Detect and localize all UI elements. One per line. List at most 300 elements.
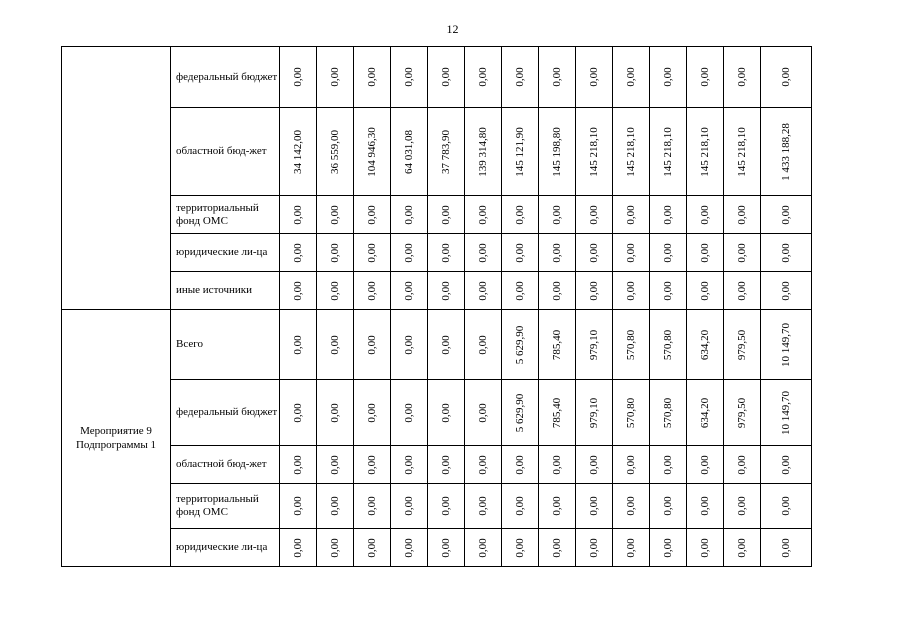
value-cell [317,234,354,272]
value-cell [539,108,576,196]
value-cell [391,529,428,567]
value-text: 0,00 [780,204,792,225]
value-cell [502,484,539,529]
value-cell [576,380,613,446]
value-text: 0,00 [514,496,526,516]
value-text: 0,00 [292,402,304,423]
value-cell [576,47,613,108]
value-cell [650,446,687,484]
value-text: 0,00 [780,280,792,301]
value-cell [391,272,428,310]
value-cell [761,234,812,272]
value-cell [724,484,761,529]
value-text: 0,00 [736,454,748,475]
value-text: 0,00 [403,204,415,225]
value-text: 0,00 [736,67,748,87]
value-cell [539,234,576,272]
table-row [62,484,812,529]
value-cell [613,484,650,529]
value-text: 0,00 [514,537,526,558]
value-text: 0,00 [662,280,674,301]
value-cell [650,234,687,272]
value-cell [317,529,354,567]
value-text: 0,00 [699,67,711,87]
value-text: 0,00 [625,280,637,301]
value-text: 0,00 [292,334,304,355]
value-cell [280,310,317,380]
value-cell [539,380,576,446]
funding-source-cell: территориальный фонд ОМС [171,484,280,529]
value-cell [761,310,812,380]
value-text: 0,00 [329,280,341,301]
value-text: 0,00 [780,496,792,516]
value-text: 0,00 [736,280,748,301]
value-cell [465,310,502,380]
value-cell [428,484,465,529]
value-cell [650,108,687,196]
value-cell [280,380,317,446]
value-text: 0,00 [780,242,792,263]
value-cell [576,529,613,567]
value-text: 0,00 [625,454,637,475]
value-text: 5 629,90 [514,393,526,432]
value-cell [280,446,317,484]
value-text: 0,00 [440,204,452,225]
value-cell [650,529,687,567]
value-text: 0,00 [588,242,600,263]
value-cell [317,196,354,234]
value-text: 0,00 [514,280,526,301]
value-text: 64 031,08 [403,129,415,174]
value-text: 0,00 [662,204,674,225]
value-cell [502,446,539,484]
value-cell [317,108,354,196]
value-text: 0,00 [477,454,489,475]
value-cell [502,310,539,380]
value-text: 0,00 [588,204,600,225]
value-text: 0,00 [329,242,341,263]
value-text: 0,00 [551,204,563,225]
value-cell [613,234,650,272]
value-text: 0,00 [366,496,378,516]
value-cell [761,47,812,108]
value-cell [502,196,539,234]
value-text: 0,00 [440,454,452,475]
value-text: 0,00 [477,204,489,225]
value-text: 145 218,10 [625,126,637,177]
value-text: 0,00 [588,454,600,475]
value-cell [465,529,502,567]
value-cell [317,380,354,446]
value-cell [613,529,650,567]
value-text: 0,00 [403,334,415,355]
value-cell [280,272,317,310]
value-text: 0,00 [292,242,304,263]
value-text: 0,00 [662,242,674,263]
funding-source-cell: федеральный бюджет [171,47,280,108]
value-cell [502,234,539,272]
value-cell [613,47,650,108]
value-cell [465,484,502,529]
value-cell [465,446,502,484]
value-text: 0,00 [440,496,452,516]
value-cell [650,272,687,310]
value-text: 0,00 [736,242,748,263]
value-cell [391,47,428,108]
value-cell [576,108,613,196]
value-text: 0,00 [514,454,526,475]
value-cell [354,446,391,484]
table-row [62,47,812,108]
value-cell [613,310,650,380]
value-text: 0,00 [477,67,489,87]
value-cell [539,446,576,484]
value-text: 0,00 [329,496,341,516]
value-cell [761,529,812,567]
value-cell [613,196,650,234]
value-text: 634,20 [699,397,711,428]
value-text: 0,00 [366,402,378,423]
value-text: 0,00 [366,334,378,355]
value-text: 0,00 [477,496,489,516]
funding-source-cell: областной бюд-жет [171,108,280,196]
value-cell [724,108,761,196]
value-cell [761,446,812,484]
value-cell [465,234,502,272]
value-cell [761,272,812,310]
value-text: 0,00 [440,280,452,301]
value-cell [280,234,317,272]
value-text: 0,00 [780,67,792,87]
value-cell [613,272,650,310]
value-cell [465,196,502,234]
value-cell [761,108,812,196]
value-text: 0,00 [329,537,341,558]
value-text: 0,00 [662,537,674,558]
value-cell [539,484,576,529]
table-row [62,234,812,272]
table-row [62,272,812,310]
value-cell [428,47,465,108]
value-cell [539,47,576,108]
value-cell [391,380,428,446]
value-text: 37 783,90 [440,129,452,174]
value-cell [280,529,317,567]
value-text: 0,00 [403,402,415,423]
value-text: 0,00 [366,454,378,475]
value-text: 104 946,30 [366,126,378,177]
value-cell [465,272,502,310]
value-cell [761,196,812,234]
value-text: 0,00 [440,402,452,423]
value-text: 0,00 [403,280,415,301]
value-cell [391,108,428,196]
value-cell [317,47,354,108]
value-text: 0,00 [780,537,792,558]
event-name-cell: Мероприятие 9 Подпрограммы 1 [62,310,171,567]
table-row [62,310,812,380]
value-cell [576,484,613,529]
value-cell [317,310,354,380]
value-cell [428,446,465,484]
value-cell [280,108,317,196]
value-text: 10 149,70 [780,390,792,435]
value-text: 0,00 [551,454,563,475]
value-text: 145 218,10 [699,126,711,177]
value-cell [687,108,724,196]
value-text: 0,00 [625,242,637,263]
value-text: 0,00 [551,242,563,263]
value-text: 0,00 [403,242,415,263]
value-text: 0,00 [588,496,600,516]
value-cell [761,484,812,529]
value-cell [613,108,650,196]
value-cell [724,47,761,108]
value-cell [354,272,391,310]
value-text: 0,00 [514,242,526,263]
value-cell [502,272,539,310]
value-cell [428,529,465,567]
value-text: 0,00 [699,496,711,516]
funding-source-cell: федеральный бюджет [171,380,280,446]
value-cell [465,47,502,108]
value-cell [650,47,687,108]
value-cell [317,446,354,484]
funding-source-cell: областной бюд-жет [171,446,280,484]
value-cell [576,446,613,484]
value-text: 0,00 [625,537,637,558]
value-text: 0,00 [588,537,600,558]
value-text: 0,00 [366,204,378,225]
value-cell [502,108,539,196]
value-cell [428,272,465,310]
value-text: 0,00 [736,537,748,558]
funding-source-cell: юридические ли-ца [171,234,280,272]
value-text: 0,00 [403,454,415,475]
value-text: 0,00 [551,537,563,558]
value-cell [576,310,613,380]
value-text: 0,00 [366,67,378,87]
value-cell [428,196,465,234]
value-text: 785,40 [551,329,563,360]
value-text: 0,00 [440,67,452,87]
value-text: 0,00 [780,454,792,475]
value-text: 979,10 [588,397,600,428]
value-text: 0,00 [329,334,341,355]
value-text: 0,00 [699,204,711,225]
value-cell [354,484,391,529]
value-cell [576,272,613,310]
value-text: 0,00 [736,204,748,225]
funding-source-cell: юридические ли-ца [171,529,280,567]
budget-table [61,46,812,567]
value-cell [391,484,428,529]
value-cell [354,310,391,380]
value-cell [354,108,391,196]
value-cell [687,196,724,234]
value-text: 0,00 [551,67,563,87]
value-cell [761,380,812,446]
value-text: 0,00 [477,537,489,558]
value-text: 0,00 [440,242,452,263]
value-cell [280,47,317,108]
value-cell [724,272,761,310]
value-text: 0,00 [292,537,304,558]
value-text: 0,00 [662,67,674,87]
value-cell [354,196,391,234]
value-text: 0,00 [292,204,304,225]
funding-source-cell: иные источники [171,272,280,310]
table-row [62,446,812,484]
value-text: 1 433 188,28 [780,122,792,181]
value-cell [502,529,539,567]
value-cell [576,234,613,272]
value-cell [280,484,317,529]
value-cell [539,529,576,567]
value-text: 0,00 [699,280,711,301]
value-cell [354,380,391,446]
value-text: 570,80 [662,329,674,360]
value-text: 0,00 [329,402,341,423]
value-text: 0,00 [551,496,563,516]
value-text: 0,00 [625,204,637,225]
value-cell [687,529,724,567]
table-row [62,108,812,196]
value-text: 570,80 [662,397,674,428]
value-text: 0,00 [403,537,415,558]
table-row [62,380,812,446]
value-cell [502,380,539,446]
value-text: 0,00 [292,280,304,301]
value-text: 34 142,00 [292,129,304,174]
value-cell [539,310,576,380]
value-text: 0,00 [292,496,304,516]
value-cell [465,380,502,446]
value-cell [724,446,761,484]
value-cell [724,196,761,234]
value-cell [724,234,761,272]
value-text: 145 218,10 [736,126,748,177]
value-text: 0,00 [736,496,748,516]
value-text: 0,00 [551,280,563,301]
value-cell [724,310,761,380]
value-cell [687,484,724,529]
value-cell [650,484,687,529]
value-cell [650,310,687,380]
table-row [62,529,812,567]
value-text: 0,00 [588,67,600,87]
value-text: 0,00 [292,67,304,87]
value-text: 0,00 [329,204,341,225]
value-text: 0,00 [625,67,637,87]
value-cell [687,310,724,380]
value-text: 0,00 [366,280,378,301]
value-cell [354,529,391,567]
value-text: 139 314,80 [477,126,489,177]
value-cell [613,380,650,446]
value-text: 36 559,00 [329,129,341,174]
table-row [62,196,812,234]
value-text: 0,00 [588,280,600,301]
value-cell [613,446,650,484]
value-text: 0,00 [366,537,378,558]
value-text: 145 218,10 [588,126,600,177]
value-cell [724,529,761,567]
value-cell [428,310,465,380]
value-text: 0,00 [477,402,489,423]
value-text: 0,00 [440,334,452,355]
value-text: 570,80 [625,329,637,360]
value-text: 0,00 [699,537,711,558]
value-text: 145 198,80 [551,126,563,177]
value-cell [354,234,391,272]
value-text: 634,20 [699,329,711,360]
value-cell [280,196,317,234]
value-text: 0,00 [403,496,415,516]
value-cell [391,196,428,234]
value-text: 0,00 [699,242,711,263]
value-cell [428,380,465,446]
value-cell [428,108,465,196]
value-cell [687,272,724,310]
value-text: 0,00 [662,454,674,475]
value-cell [687,446,724,484]
value-text: 0,00 [403,67,415,87]
value-text: 0,00 [366,242,378,263]
value-text: 0,00 [477,280,489,301]
value-text: 0,00 [699,454,711,475]
value-cell [317,484,354,529]
value-cell [687,234,724,272]
value-cell [576,196,613,234]
value-text: 0,00 [292,454,304,475]
value-text: 979,50 [736,329,748,360]
value-cell [317,272,354,310]
value-text: 0,00 [662,496,674,516]
value-cell [391,446,428,484]
value-text: 10 149,70 [780,322,792,367]
value-cell [354,47,391,108]
value-text: 785,40 [551,397,563,428]
value-text: 0,00 [440,537,452,558]
page-number: 12 [446,22,459,36]
value-text: 5 629,90 [514,325,526,364]
value-text: 0,00 [514,67,526,87]
value-text: 0,00 [514,204,526,225]
value-cell [650,196,687,234]
value-text: 0,00 [329,454,341,475]
value-cell [502,47,539,108]
value-cell [391,234,428,272]
value-text: 570,80 [625,397,637,428]
value-cell [650,380,687,446]
value-text: 0,00 [625,496,637,516]
funding-source-cell: территориальный фонд ОМС [171,196,280,234]
value-cell [428,234,465,272]
value-cell [687,47,724,108]
funding-source-cell: Всего [171,310,280,380]
value-cell [687,380,724,446]
value-text: 0,00 [477,334,489,355]
value-cell [724,380,761,446]
value-text: 145 121,90 [514,126,526,177]
value-cell [465,108,502,196]
value-cell [539,196,576,234]
value-text: 0,00 [477,242,489,263]
value-cell [391,310,428,380]
value-text: 0,00 [329,67,341,87]
value-text: 979,50 [736,397,748,428]
